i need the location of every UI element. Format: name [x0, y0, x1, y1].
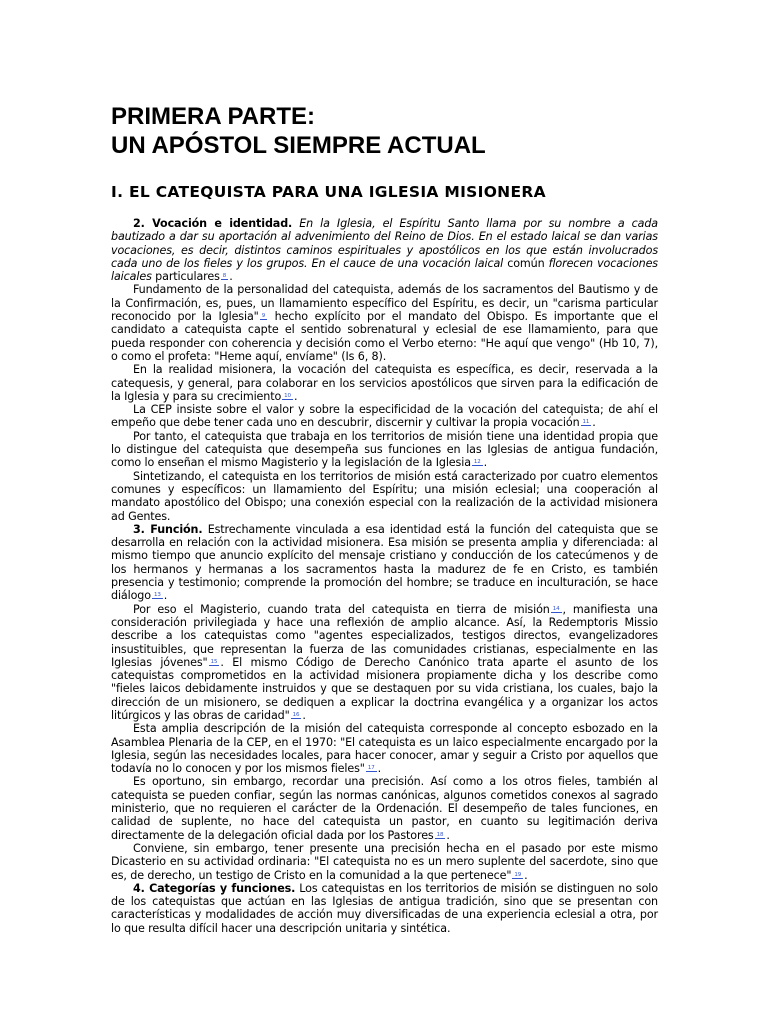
paragraph — [111, 523, 658, 603]
italic-text: es decir, distintos caminos espirituales y apostólicos en los que están involucrados cada uno de los fieles y los grupos. En el cauce de una vocación laical — [111, 243, 658, 270]
footnote-link[interactable]: 11 — [582, 419, 590, 426]
paragraph — [111, 403, 658, 430]
section-heading: I. EL CATEQUISTA PARA UNA IGLESIA MISIONERA — [111, 183, 546, 201]
paragraph-text: hecho explícito por el mandato del Obispo. Es importante que el candidato a catequista capte el sentido sobrenatural y eclesial de ese llamamiento, para que pueda responder con coherencia y decisión como el Verbo eterno: "He aquí que vengo" (Hb 10, 7), o como el profeta: "Heme aquí, envíame" (Is 6, 8). — [111, 310, 658, 363]
paragraph-text: Por tanto, el catequista que trabaja en los territorios de misión tiene una identidad propia que lo distingue del catequista que desempeña sus funciones en las Iglesias de antigua fundación, como lo enseñan el mismo Magisterio y la legislación de la Iglesia — [111, 429, 658, 470]
body-text — [111, 217, 658, 935]
paragraph-text: . — [446, 828, 450, 842]
paragraph-text: Es oportuno, sin embargo, recordar una precisión. Así como a los otros fieles, también al catequista se pueden confiar, según las normas canónicas, algunos cometidos conexos al sagrado ministerio, que no requieren el carácter de la Ordenación. El desempeño de tales funciones, en calidad de suplente, no hace del catequista un pastor, en cuanto su legitimación deriva directamente de la delegación oficial dada por los Pastores — [111, 775, 658, 842]
footnote-link[interactable]: 12 — [473, 459, 481, 466]
paragraph-text: . El mismo Código de Derecho Canónico trata aparte el asunto de los catequistas comprometidos en la actividad misionera propiamente dicha y los describe como "fieles laicos debidamente instruidos y que se destaquen por su vida cristiana, los cuales, bajo la dirección de un misionero, se dediquen a explicar la doctrina evangélica y a organizar los actos litúrgicos y las obras de caridad" — [111, 655, 659, 722]
paragraph — [111, 283, 658, 363]
paragraph-text: En la realidad misionera, la vocación del catequista es específica, es decir, reservada a la catequesis, y general, para colaborar en los servicios apostólicos que sirven para la edificación de la Iglesia y para su crecimiento — [111, 363, 658, 403]
paragraph-text: común — [503, 256, 549, 270]
paragraph-text: . — [229, 270, 233, 284]
paragraph-text: Conviene, sin embargo, tener presente una precisión hecha en el pasado por este mismo Dicasterio en su actividad ordinaria: "El catequista no es un mero suplente del sacerdote, sino que es, de derecho, un testigo de Cristo en la comunidad a la que pertenece" — [111, 841, 658, 882]
page-title-line-1: PRIMERA PARTE: — [111, 103, 315, 130]
paragraph-text: Por eso el Magisterio, cuando trata del catequista en tierra de misión — [133, 602, 550, 616]
paragraph-text: . — [592, 416, 596, 430]
footnote-link[interactable]: 8 — [222, 273, 227, 280]
paragraph — [111, 363, 658, 403]
paragraph-text: Esta amplia descripción de la misión del catequista corresponde al concepto esbozado en la Asamblea Plenaria de la CEP, en el 1970: "El catequista es un laico especialmente encargado por la Iglesia, según las necesidades locales, para hacer conocer, amar y seguir a Cristo por aquellos que todavía no lo conocen y por los mismos fieles" — [111, 722, 658, 776]
paragraph — [111, 603, 658, 723]
paragraph-text: Fundamento de la personalidad del catequista, además de los sacramentos del Bautismo y de la Confirmación, es, pues, un llamamiento específico del Espíritu, es decir, un "carisma particular reconocido por la Iglesia" — [111, 283, 658, 324]
page-title-line-2: UN APÓSTOL SIEMPRE ACTUAL — [111, 132, 486, 159]
footnote-link[interactable]: 13 — [153, 592, 161, 599]
paragraph — [111, 775, 658, 841]
footnote-link[interactable]: 15 — [210, 658, 218, 665]
paragraph-text: . — [293, 389, 298, 403]
footnote-link[interactable]: 14 — [552, 605, 560, 612]
paragraph-heading: 3. Función. — [133, 522, 203, 536]
paragraph-text: . — [302, 708, 306, 722]
paragraph-text: . — [163, 589, 168, 603]
paragraph-text: . — [377, 762, 381, 776]
footnote-link[interactable]: 16 — [292, 711, 300, 718]
footnote-link[interactable]: 17 — [367, 765, 375, 772]
paragraph-heading: 4. Categorías y funciones. — [133, 881, 296, 895]
page-title — [111, 102, 658, 160]
paragraph — [111, 882, 658, 935]
paragraph-text: Estrechamente vinculada a esa identidad está la función del catequista que se desarrolla en relación con la actividad misionera. Esa misión se presenta amplia y diferenciada: al mismo tiempo que anuncio explícito del mensaje cristiano y conducción de los catecúmenos y de los hermanos y hermanas a los sacramentos hasta la madurez de fe en Cristo, es también presencia y testimonio; comprende la promoción del hombre; se traduce en inculturación, se hace diálogo — [111, 522, 658, 603]
paragraph-text: particulares — [151, 270, 220, 284]
paragraph — [111, 842, 658, 882]
paragraph — [111, 430, 658, 470]
paragraph-text: Sintetizando, el catequista en los territorios de misión está caracterizado por cuatro elementos comunes y específicos: un llamamiento del Espíritu; una misión eclesial; una cooperación al mandato apostólico del Obispo; una conexión especial con la realización de la actividad misionera ad Gentes. — [111, 469, 658, 523]
paragraph-text: Los catequistas en los territorios de misión se distinguen no solo de los catequistas que actúan en las Iglesias de antigua tradición, sino que se presentan con características y modalidades de acción muy diversificadas de una experiencia eclesial a otra, por lo que resulta difícil hacer una descripción unitaria y sintética. — [111, 881, 658, 935]
footnote-link[interactable]: 18 — [436, 831, 444, 838]
footnote-link[interactable]: 19 — [514, 871, 522, 878]
document-page — [111, 102, 658, 935]
footnote-link[interactable]: 10 — [284, 392, 291, 399]
italic-text: florecen vocaciones laicales — [111, 256, 658, 284]
paragraph-text: . — [483, 456, 488, 470]
italic-text: En la Iglesia, el Espíritu Santo llama por su nombre a cada bautizado a dar su aportación al advenimiento del Reino de Dios. En el estado laical se dan varias vocaciones, — [111, 217, 659, 257]
paragraph-text: . — [524, 868, 528, 882]
paragraph-heading: 2. Vocación e identidad. — [133, 217, 293, 230]
footnote-link[interactable]: 9 — [261, 313, 266, 320]
paragraph-text: , manifiesta una consideración privilegiada y hace una reflexión de amplio alcance. Así, la Redemptoris Missio describe a los catequistas como "agentes especializados, testigos directos, evangelizadores insustituibles, que representan la fuerza de las comunidades cristianas, especialmente en las Iglesias jóvenes" — [111, 602, 659, 669]
paragraph — [111, 722, 658, 775]
paragraph-text: La CEP insiste sobre el valor y sobre la especificidad de la vocación del catequista; de ahí el empeño que debe tener cada uno en descubrir, discernir y cultivar la propia vocación — [111, 403, 658, 430]
paragraph — [111, 217, 658, 283]
paragraph — [111, 470, 658, 523]
